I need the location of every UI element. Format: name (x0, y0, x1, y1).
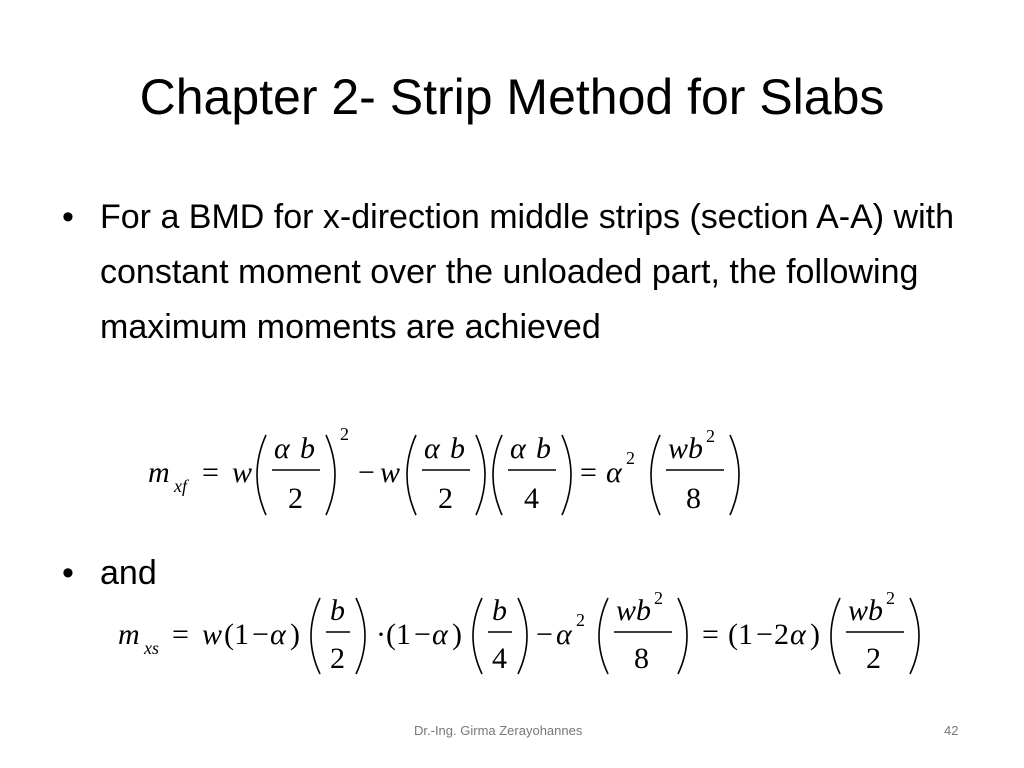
eq-symbol: α (606, 456, 622, 489)
eq-symbol: 2 (774, 618, 789, 651)
eq-symbol: 2 (330, 642, 345, 675)
eq-symbol: m (118, 618, 140, 651)
equation-mxf (140, 420, 760, 530)
eq-exponent: 2 (654, 588, 663, 608)
eq-symbol: ) (290, 618, 300, 651)
bullet-item (62, 190, 962, 410)
eq-symbol: b (450, 432, 465, 465)
left-paren (493, 435, 502, 515)
eq-exponent: 2 (626, 448, 635, 468)
left-paren (599, 598, 608, 674)
eq-subscript: xf (174, 476, 187, 496)
eq-symbol: 4 (492, 642, 507, 675)
eq-symbol: = (580, 456, 597, 489)
eq-symbol: b (330, 594, 345, 627)
eq-exponent: 2 (576, 610, 585, 630)
eq-symbol: w (380, 456, 401, 489)
eq-symbol: − (252, 618, 269, 651)
right-paren (356, 598, 365, 674)
eq-symbol: wb (848, 594, 884, 627)
bullet-text: and (100, 554, 157, 592)
eq-symbol: 8 (686, 482, 701, 515)
right-paren (910, 598, 919, 674)
bullet-icon: • (62, 554, 74, 592)
eq-symbol: α (790, 618, 806, 651)
eq-symbol: = (202, 456, 219, 489)
eq-symbol: α (556, 618, 572, 651)
bullet-text: For a BMD for x-direction middle strips (section A-A) with constant moment over the unloaded part, the following maximum moments are achieved (100, 198, 955, 346)
eq-symbol: ( (386, 618, 396, 651)
eq-symbol: 1 (396, 618, 411, 651)
eq-subscript: xs (144, 638, 159, 658)
eq-symbol: w (232, 456, 253, 489)
footer-author: Dr.-Ing. Girma Zerayohannes (414, 723, 583, 738)
eq-symbol: 2 (288, 482, 303, 515)
eq-symbol: 1 (234, 618, 249, 651)
eq-symbol: − (536, 618, 553, 651)
eq-symbol: wb (616, 594, 652, 627)
left-paren (831, 598, 840, 674)
eq-symbol: ( (224, 618, 234, 651)
footer-page-number: 42 (944, 723, 959, 738)
eq-symbol: 1 (738, 618, 753, 651)
eq-symbol: w (202, 618, 223, 651)
right-paren (678, 598, 687, 674)
eq-symbol: − (358, 456, 375, 489)
left-paren (473, 598, 482, 674)
eq-symbol: 8 (634, 642, 649, 675)
eq-symbol: 2 (866, 642, 881, 675)
right-paren (476, 435, 485, 515)
eq-symbol: b (536, 432, 551, 465)
eq-symbol: = (172, 618, 189, 651)
eq-symbol: − (756, 618, 773, 651)
eq-symbol: ) (810, 618, 820, 651)
eq-symbol: 4 (524, 482, 539, 515)
eq-symbol: ) (452, 618, 462, 651)
eq-symbol: α (510, 432, 526, 465)
right-paren (326, 435, 335, 515)
eq-exponent: 2 (340, 424, 349, 444)
bullet-icon: • (62, 198, 74, 236)
left-paren (311, 598, 320, 674)
eq-symbol: α (274, 432, 290, 465)
eq-symbol: 2 (438, 482, 453, 515)
eq-symbol: b (492, 594, 507, 627)
eq-symbol: α (424, 432, 440, 465)
eq-symbol: − (414, 618, 431, 651)
eq-symbol: wb (668, 432, 704, 465)
eq-symbol: = (702, 618, 719, 651)
eq-symbol: m (148, 456, 170, 489)
left-paren (257, 435, 266, 515)
eq-exponent: 2 (886, 588, 895, 608)
eq-symbol: ( (728, 618, 738, 651)
eq-exponent: 2 (706, 426, 715, 446)
right-paren (518, 598, 527, 674)
right-paren (562, 435, 571, 515)
eq-symbol: α (432, 618, 448, 651)
eq-symbol: b (300, 432, 315, 465)
equation-mxs (110, 586, 940, 686)
page-title: Chapter 2- Strip Method for Slabs (139, 69, 885, 125)
right-paren (730, 435, 739, 515)
left-paren (651, 435, 660, 515)
left-paren (407, 435, 416, 515)
eq-symbol: α (270, 618, 286, 651)
eq-symbol: · (376, 618, 386, 651)
